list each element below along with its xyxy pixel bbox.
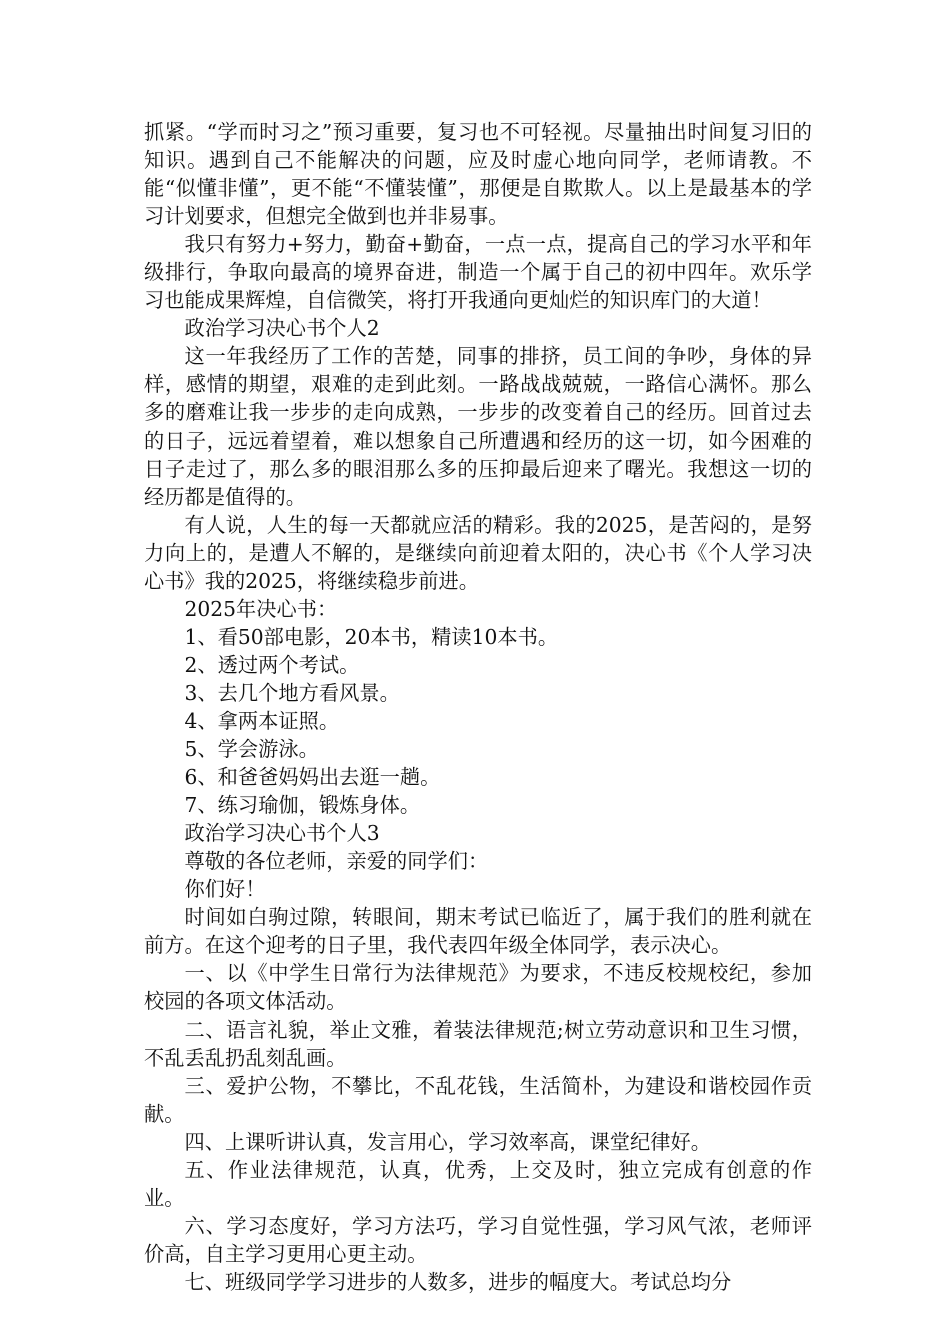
section-heading: 政治学习决心书个人2 bbox=[184, 316, 380, 341]
pledge-item: 四、上课听讲认真，发言用心，学习效率高，课堂纪律好。 bbox=[184, 1129, 712, 1154]
pledge-item: 三、爱护公物，不攀比，不乱花钱，生活简朴，为建设和谐校园作贡献。 bbox=[144, 1073, 812, 1126]
list-heading: 2025年决心书： bbox=[184, 596, 338, 621]
list-item: 3、去几个地方看风景。 bbox=[184, 680, 400, 705]
section-heading: 政治学习决心书个人3 bbox=[184, 821, 380, 846]
pledge-item: 六、学习态度好，学习方法巧，学习自觉性强，学习风气浓，老师评价高，自主学习更用心更主动。 bbox=[144, 1213, 812, 1266]
pledge-item: 七、班级同学学习进步的人数多，进步的幅度大。考试总均分 bbox=[184, 1269, 732, 1294]
list-item: 7、练习瑜伽，锻炼身体。 bbox=[184, 793, 421, 818]
pledge-item: 二、语言礼貌，举止文雅，着装法律规范;树立劳动意识和卫生习惯，不乱丢乱扔乱刻乱画。 bbox=[144, 1017, 812, 1070]
pledge-item: 五、作业法律规范，认真，优秀，上交及时，独立完成有创意的作业。 bbox=[144, 1157, 812, 1210]
paragraph: 时间如白驹过隙，转眼间，期末考试已临近了，属于我们的胜利就在前方。在这个迎考的日子里，我代表四年级全体同学，表示决心。 bbox=[144, 905, 812, 958]
list-item: 1、看50部电影，20本书，精读10本书。 bbox=[184, 624, 559, 649]
paragraph: 我只有努力+努力，勤奋+勤奋，一点一点，提高自己的学习水平和年级排行，争取向最高的境界奋进，制造一个属于自己的初中四年。欢乐学习也能成果辉煌，自信微笑，将打开我通向更灿烂的知识库门的大道！ bbox=[144, 232, 812, 313]
list-item: 4、拿两本证照。 bbox=[184, 708, 340, 733]
paragraph: 抓紧。“学而时习之”预习重要，复习也不可轻视。尽量抽出时间复习旧的知识。遇到自己不能解决的问题，应及时虚心地向同学，老师请教。不能“似懂非懂”，更不能“不懂装懂”，那便是自欺欺人。以上是最基本的学习计划要求，但想完全做到也并非易事。 bbox=[144, 120, 812, 229]
paragraph: 这一年我经历了工作的苦楚，同事的排挤，员工间的争吵，身体的异样，感情的期望，艰难的走到此刻。一路战战兢兢，一路信心满怀。那么多的磨难让我一步步的走向成熟，一步步的改变着自己的经历。回首过去的日子，远远着望着，难以想象自己所遭遇和经历的这一切，如今困难的日子走过了，那么多的眼泪那么多的压抑最后迎来了曙光。我想这一切的经历都是值得的。 bbox=[144, 344, 812, 509]
pledge-item: 一、以《中学生日常行为法律规范》为要求，不违反校规校纪，参加校园的各项文体活动。 bbox=[144, 961, 812, 1014]
greeting: 你们好！ bbox=[184, 877, 266, 902]
document-body bbox=[144, 118, 812, 1296]
list-item: 2、透过两个考试。 bbox=[184, 652, 360, 677]
list-item: 5、学会游泳。 bbox=[184, 737, 319, 762]
paragraph: 有人说，人生的每一天都就应活的精彩。我的2025，是苦闷的，是努力向上的，是遭人不解的，是继续向前迎着太阳的，决心书《个人学习决心书》我的2025，将继续稳步前进。 bbox=[144, 512, 812, 593]
salutation: 尊敬的各位老师，亲爱的同学们： bbox=[184, 849, 489, 874]
list-item: 6、和爸爸妈妈出去逛一趟。 bbox=[184, 765, 441, 790]
